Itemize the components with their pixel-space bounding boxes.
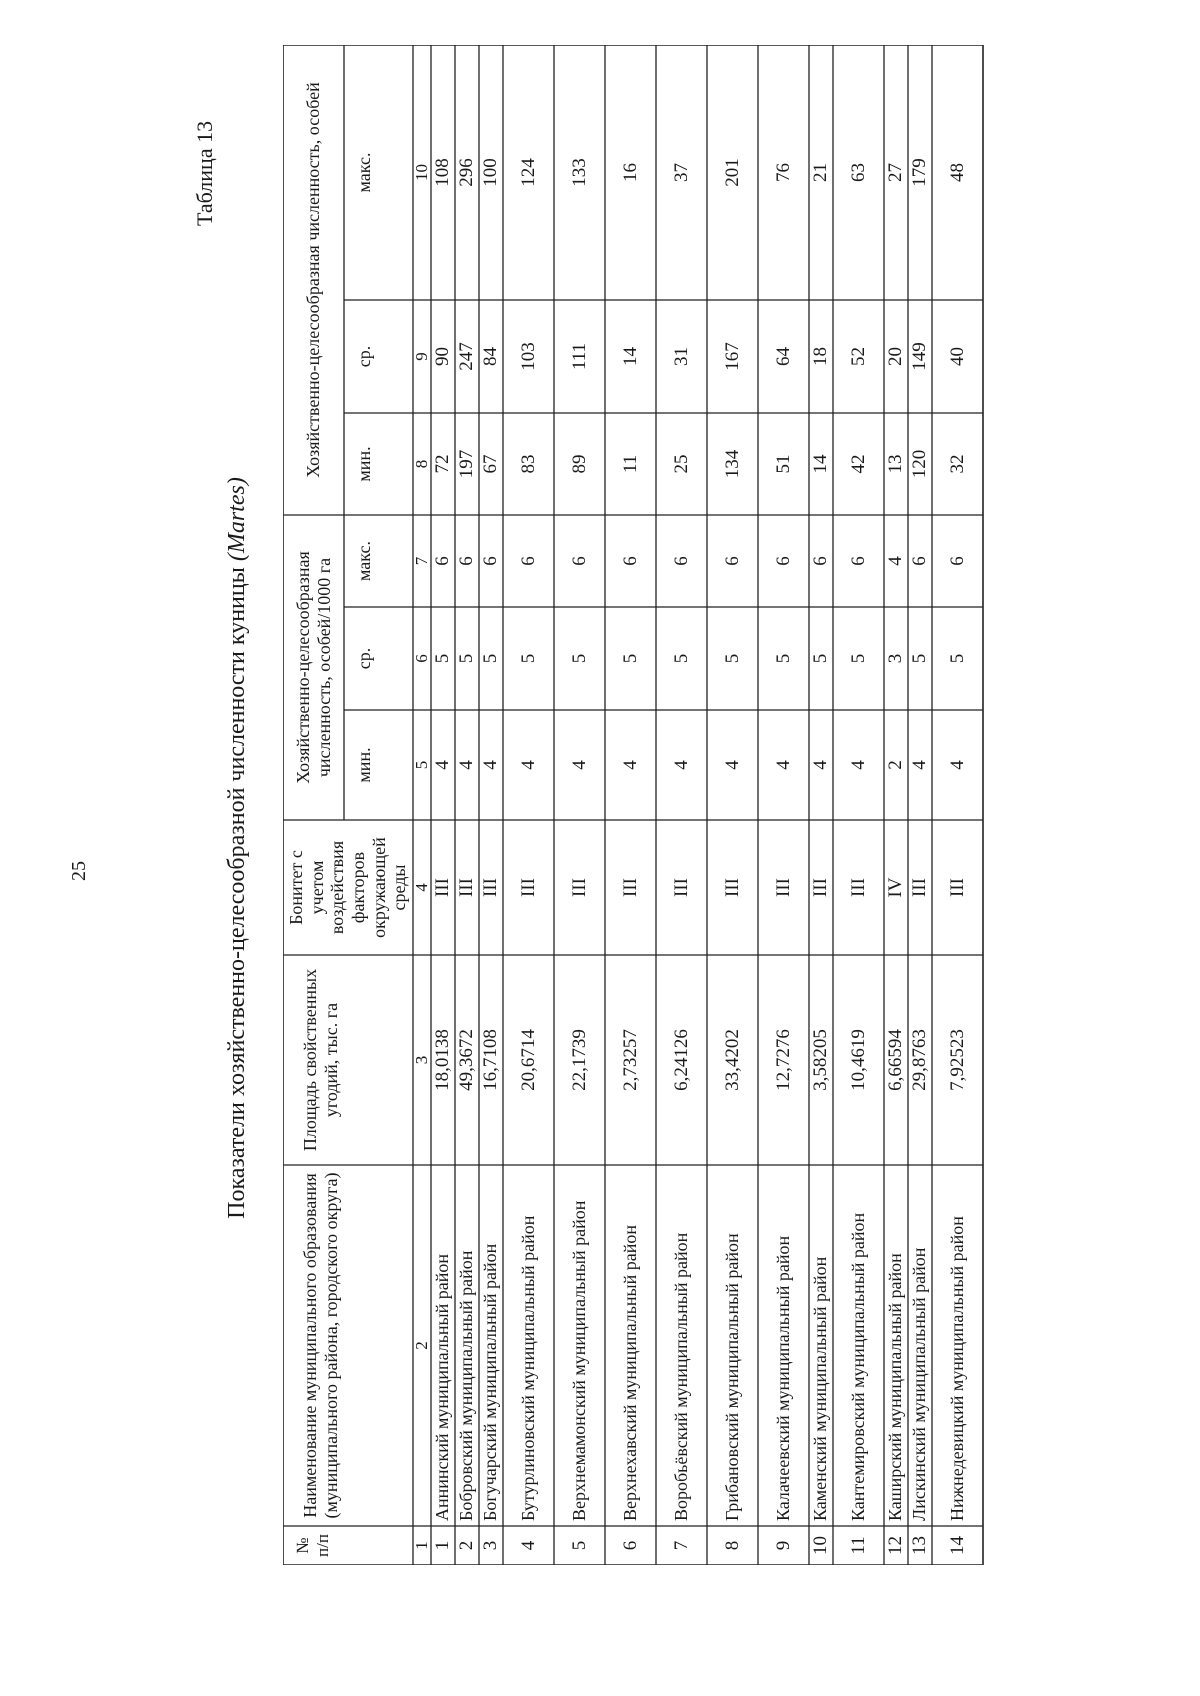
table-cell-c-min: 134	[721, 449, 743, 479]
table-cell-bonitet: III	[619, 878, 641, 897]
title-latin-name: (Martes)	[224, 477, 250, 562]
table-cell-num: 5	[568, 1540, 590, 1551]
column-number: 1	[412, 1541, 432, 1550]
table-cell-num: 14	[946, 1536, 968, 1555]
table-cell-bonitet: III	[517, 878, 539, 897]
table-cell-d-min: 4	[772, 760, 794, 770]
column-number: 8	[412, 459, 432, 469]
table-cell-area: 29,8763	[909, 1029, 931, 1091]
table-cell-d-avg: 5	[432, 653, 454, 664]
table-cell-name: Богучарский муниципальный район	[480, 1243, 501, 1521]
header-sub-min: мин.	[353, 747, 374, 783]
table-cell-c-avg: 31	[670, 347, 692, 366]
table-cell-bonitet: III	[568, 878, 590, 897]
table-cell-c-max: 37	[670, 163, 692, 182]
table-cell-bonitet: III	[772, 878, 794, 897]
table-cell-d-max: 6	[480, 556, 502, 566]
table-cell-d-max: 6	[772, 556, 794, 566]
table-cell-area: 2,73257	[619, 1029, 641, 1091]
table-cell-c-min: 32	[946, 454, 968, 474]
table-cell-name: Каширский муниципальный район	[885, 1253, 906, 1521]
table-cell-c-max: 48	[946, 163, 968, 182]
table-cell-d-min: 4	[568, 760, 590, 770]
table-cell-d-avg: 5	[480, 653, 502, 664]
table-cell-num: 13	[909, 1536, 931, 1555]
table-cell-name: Бутурлиновский муниципальный район	[517, 1215, 538, 1521]
table-cell-c-min: 51	[772, 454, 794, 474]
table-cell-c-avg: 111	[568, 342, 590, 371]
table-cell-c-min: 89	[568, 454, 590, 474]
table-cell-d-min: 4	[480, 760, 502, 770]
table-cell-d-avg: 5	[568, 653, 590, 664]
table-cell-d-min: 4	[670, 760, 692, 770]
header-density-group: Хозяйственно-целесообразная численность, особей/1000 га	[292, 551, 334, 784]
header-count-group: Хозяйственно-целесообразная численность, особей	[303, 82, 324, 478]
table-cell-d-max: 6	[619, 556, 641, 566]
table-cell-c-min: 120	[909, 449, 931, 479]
table-cell-c-avg: 64	[772, 347, 794, 366]
table-cell-bonitet: III	[847, 878, 869, 897]
table-cell-area: 22,1739	[568, 1029, 590, 1091]
table-cell-d-min: 4	[619, 760, 641, 770]
table-cell-c-max: 21	[810, 163, 832, 182]
title-text: Показатели хозяйственно-целесообразной численности куницы	[224, 567, 250, 1219]
table-cell-name: Воробьёвский муниципальный район	[670, 1232, 691, 1521]
table-cell-d-avg: 5	[456, 653, 478, 664]
table-cell-c-avg: 40	[946, 347, 968, 366]
table-cell-name: Верхнемамонский муниципальный район	[568, 1200, 589, 1521]
table-cell-c-avg: 14	[619, 347, 641, 366]
table-cell-area: 18,0138	[432, 1029, 454, 1091]
table-cell-area: 7,92523	[946, 1029, 968, 1091]
table-cell-c-min: 83	[517, 454, 539, 474]
table-cell-c-max: 179	[909, 158, 931, 187]
table-cell-d-max: 6	[847, 556, 869, 566]
table-caption: Таблица 13	[192, 120, 217, 226]
table-cell-num: 1	[432, 1540, 454, 1551]
table-cell-d-max: 6	[670, 556, 692, 566]
table-cell-num: 8	[721, 1540, 743, 1551]
table-cell-name: Лискинский муниципальный район	[909, 1247, 930, 1521]
table-cell-c-avg: 90	[432, 347, 454, 366]
table-cell-num: 4	[517, 1540, 539, 1551]
table-cell-d-max: 6	[909, 556, 931, 566]
header-area: Площадь свойственных угодий, тыс. га	[299, 968, 341, 1152]
table-cell-area: 49,3672	[456, 1029, 478, 1091]
header-sub-min: мин.	[353, 446, 374, 482]
page-number: 25	[68, 861, 90, 881]
table-cell-c-max: 76	[772, 163, 794, 182]
document-title	[224, 0, 251, 1696]
table-cell-area: 20,6714	[517, 1029, 539, 1091]
table-cell-area: 10,4619	[847, 1029, 869, 1091]
table-cell-name: Верхнехавский муниципальный район	[619, 1224, 640, 1521]
table-cell-num: 12	[885, 1536, 907, 1555]
header-bonitet: Бонитет с учетом воздействия факторов окружающей среды	[285, 837, 410, 938]
table-cell-num: 6	[619, 1540, 641, 1551]
table-cell-c-avg: 18	[810, 347, 832, 366]
table-cell-d-avg: 5	[619, 653, 641, 664]
table-cell-area: 6,24126	[670, 1029, 692, 1091]
table-cell-bonitet: III	[909, 878, 931, 897]
table-cell-num: 7	[670, 1540, 692, 1551]
table-cell-c-min: 42	[847, 454, 869, 474]
table-cell-d-max: 6	[432, 556, 454, 566]
table-cell-d-max: 6	[568, 556, 590, 566]
table-cell-name: Калачеевский муниципальный район	[772, 1235, 793, 1521]
column-number: 2	[412, 1341, 432, 1350]
table-cell-d-min: 4	[721, 760, 743, 770]
header-sub-max: макс.	[353, 540, 374, 582]
table-cell-c-max: 63	[847, 163, 869, 182]
table-cell-area: 6,66594	[885, 1029, 907, 1091]
table-cell-name: Грибановский муниципальный район	[721, 1233, 742, 1521]
table-cell-bonitet: III	[721, 878, 743, 897]
table-cell-d-min: 4	[517, 760, 539, 770]
table-cell-d-min: 4	[432, 760, 454, 770]
table-cell-area: 33,4202	[721, 1029, 743, 1091]
column-number: 5	[412, 760, 432, 770]
table-cell-area: 16,7108	[480, 1029, 502, 1091]
table-cell-c-max: 201	[721, 158, 743, 187]
table-cell-num: 3	[480, 1540, 502, 1551]
table-cell-d-max: 6	[456, 556, 478, 566]
table-cell-d-avg: 5	[810, 653, 832, 664]
table-cell-c-avg: 20	[885, 347, 907, 366]
table-cell-name: Нижнедевицкий муниципальный район	[946, 1216, 967, 1521]
table-cell-d-avg: 5	[670, 653, 692, 664]
column-number: 6	[412, 654, 432, 663]
table-cell-bonitet: III	[810, 878, 832, 897]
table-cell-d-min: 4	[847, 760, 869, 770]
table-cell-bonitet: IV	[885, 877, 907, 898]
table-cell-c-avg: 167	[721, 342, 743, 371]
table-cell-bonitet: III	[670, 878, 692, 897]
table-cell-c-min: 11	[619, 454, 641, 474]
table-cell-d-min: 4	[810, 760, 832, 770]
table-cell-c-min: 25	[670, 454, 692, 474]
table-cell-d-max: 4	[885, 556, 907, 566]
table-cell-bonitet: III	[480, 878, 502, 897]
table-cell-d-avg: 5	[847, 653, 869, 664]
table-cell-d-min: 4	[946, 760, 968, 770]
header-num: № п/п	[293, 1534, 332, 1557]
table-cell-c-max: 124	[517, 158, 539, 187]
table-cell-c-avg: 247	[456, 342, 478, 371]
table-cell-c-min: 197	[456, 449, 478, 479]
table-cell-num: 11	[847, 1536, 869, 1555]
header-sub-avg: ср.	[353, 345, 374, 368]
column-number: 7	[412, 556, 432, 566]
header-name: Наименование муниципального образования (муниципального района, городского округа)	[299, 1172, 341, 1519]
table-cell-c-min: 72	[432, 454, 454, 474]
table-cell-c-min: 13	[885, 454, 907, 474]
table-cell-d-min: 4	[456, 760, 478, 770]
table-cell-area: 3,58205	[810, 1029, 832, 1091]
data-table	[283, 45, 1121, 1565]
table-cell-c-max: 133	[568, 158, 590, 187]
table-cell-d-max: 6	[946, 556, 968, 566]
column-number: 10	[412, 164, 432, 181]
table-cell-d-avg: 5	[909, 653, 931, 664]
header-sub-avg: ср.	[353, 647, 374, 670]
table-cell-num: 2	[456, 1540, 478, 1551]
table-cell-c-min: 14	[810, 454, 832, 474]
table-cell-bonitet: III	[432, 878, 454, 897]
table-cell-name: Аннинский муниципальный район	[432, 1253, 453, 1521]
table-cell-c-max: 27	[885, 163, 907, 182]
table-cell-c-avg: 149	[909, 342, 931, 371]
column-number: 4	[412, 883, 432, 892]
table-cell-d-min: 4	[909, 760, 931, 770]
table-cell-c-max: 108	[432, 158, 454, 187]
table-cell-bonitet: III	[946, 878, 968, 897]
table-cell-d-max: 6	[517, 556, 539, 566]
header-sub-max: макс.	[353, 152, 374, 193]
table-cell-bonitet: III	[456, 878, 478, 897]
table-cell-area: 12,7276	[772, 1029, 794, 1091]
table-cell-d-avg: 5	[772, 653, 794, 664]
table-cell-d-avg: 3	[885, 653, 907, 664]
table-cell-d-avg: 5	[721, 653, 743, 664]
table-cell-c-min: 67	[480, 454, 502, 474]
table-cell-c-avg: 103	[517, 342, 539, 371]
table-cell-c-avg: 52	[847, 347, 869, 366]
table-cell-c-avg: 84	[480, 347, 502, 366]
table-cell-d-max: 6	[810, 556, 832, 566]
table-cell-d-avg: 5	[517, 653, 539, 664]
table-cell-d-min: 2	[885, 760, 907, 770]
table-cell-c-max: 100	[480, 158, 502, 187]
column-number: 9	[412, 352, 432, 361]
table-cell-name: Каменский муниципальный район	[810, 1256, 831, 1521]
table-cell-d-avg: 5	[946, 653, 968, 664]
table-cell-name: Кантемировский муниципальный район	[847, 1212, 868, 1521]
table-cell-d-max: 6	[721, 556, 743, 566]
table-cell-c-max: 16	[619, 163, 641, 182]
table-cell-name: Бобровский муниципальный район	[456, 1250, 477, 1521]
table-cell-num: 10	[810, 1536, 832, 1555]
table-cell-c-max: 296	[456, 158, 478, 187]
table-cell-num: 9	[772, 1540, 794, 1551]
column-number: 3	[412, 1055, 432, 1065]
